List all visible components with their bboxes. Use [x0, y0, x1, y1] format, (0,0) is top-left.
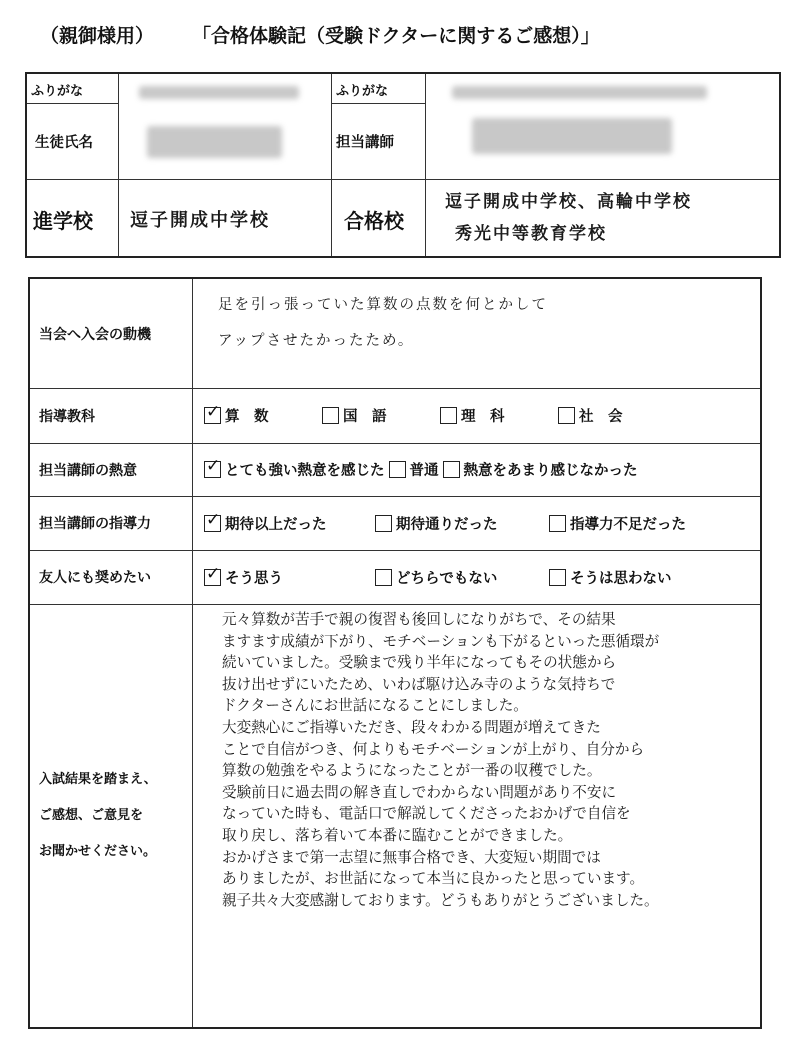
school-value: 逗子開成中学校: [130, 210, 270, 231]
divider: [331, 74, 332, 256]
checkbox-icon[interactable]: [389, 461, 406, 478]
redacted-teacher-furigana: [452, 86, 707, 99]
comment-line: 取り戻し、落ち着いて本番に臨むことができました。: [222, 826, 573, 844]
subject-option-math[interactable]: [204, 405, 322, 426]
comment-line: おかげさまで第一志望に無事合格でき、大変短い期間では: [222, 848, 601, 866]
form-title: 「合格体験記（受験ドクターに関するご感想）」: [192, 25, 600, 47]
guidance-label: 担当講師の指導力: [39, 516, 151, 532]
recommend-options: [192, 550, 760, 604]
furigana-label-teacher: ふりがな: [336, 84, 389, 99]
redacted-student-name: [147, 126, 282, 158]
divider: [118, 74, 119, 256]
comment-line: ありましたが、お世話になって本当に良かったと思っています。: [222, 870, 645, 888]
enthusiasm-option-strong[interactable]: [204, 459, 385, 480]
survey-table: [28, 277, 762, 1029]
comment-line: 続いていました。受験まで残り半年になってもその状態から: [222, 654, 617, 672]
checkbox-checked-icon[interactable]: [204, 569, 221, 586]
motive-line-2: アップさせたかったため。: [218, 333, 415, 349]
checkbox-icon[interactable]: [322, 407, 339, 424]
checkbox-checked-icon[interactable]: [204, 461, 221, 478]
enthusiasm-options: [192, 443, 760, 496]
option-label: 期待以上だった: [225, 516, 327, 533]
option-label: とても強い熱意を感じた: [225, 463, 385, 479]
comment-label-line: ご感想、ご意見を: [39, 808, 144, 823]
checkbox-icon[interactable]: [443, 461, 460, 478]
guidance-option-above[interactable]: [204, 513, 375, 534]
enthusiasm-option-normal[interactable]: [389, 459, 439, 480]
checkbox-icon[interactable]: [375, 515, 392, 532]
comment-label-line: 入試結果を踏まえ、: [39, 772, 157, 787]
recommend-label: 友人にも奨めたい: [39, 570, 151, 586]
comment-label-line: お聞かせください。: [39, 844, 157, 859]
comment-line: 親子共々大変感謝しております。どうもありがとうございました。: [222, 891, 659, 909]
enthusiasm-label: 担当講師の熱意: [39, 462, 137, 479]
redacted-student-furigana: [139, 86, 299, 99]
divider: [30, 604, 760, 605]
subject-option-japanese[interactable]: [322, 405, 440, 426]
enthusiasm-option-weak[interactable]: [443, 459, 638, 480]
checkbox-icon[interactable]: [375, 569, 392, 586]
comment-line: ことで自信がつき、何よりもモチベーションが上がり、自分から: [222, 740, 645, 758]
passed-schools-line-1: 逗子開成中学校、高輪中学校: [445, 191, 692, 212]
comment-line: 抜け出せずにいたため、いわば駆け込み寺のような気持ちで: [222, 675, 616, 693]
comment-line: ドクターさんにお世話になることにしました。: [222, 697, 528, 715]
passed-schools-line-2: 秀光中等教育学校: [455, 223, 607, 244]
teacher-name-label: 担当講師: [336, 135, 394, 151]
comment-line: ますます成績が下がり、モチベーションも下がるといった悪循環が: [222, 632, 660, 650]
option-label: 熱意をあまり感じなかった: [463, 463, 638, 479]
comment-label: [39, 767, 157, 865]
subject-options: [192, 388, 760, 443]
checkbox-icon[interactable]: [549, 515, 566, 532]
checkbox-checked-icon[interactable]: [204, 515, 221, 532]
guidance-option-lacking[interactable]: [549, 513, 686, 534]
checkbox-icon[interactable]: [440, 407, 457, 424]
option-label: どちらでもない: [396, 570, 498, 587]
option-label: 理 科: [461, 409, 505, 425]
option-label: 算 数: [225, 409, 269, 425]
checkbox-icon[interactable]: [549, 569, 566, 586]
option-label: そう思う: [225, 570, 283, 587]
comment-line: 元々算数が苦手で親の復習も後回しになりがちで、その結果: [222, 611, 616, 628]
checkbox-icon[interactable]: [558, 407, 575, 424]
option-label: 普通: [409, 463, 439, 479]
option-label: 期待通りだった: [396, 516, 498, 533]
recommend-option-neutral[interactable]: [375, 567, 549, 588]
comment-line: 大変熱心にご指導いただき、段々わかる問題が増えてきた: [222, 718, 601, 736]
option-label: 社 会: [579, 409, 623, 425]
form-type-label: （親御様用）: [40, 25, 155, 47]
checkbox-checked-icon[interactable]: [204, 407, 221, 424]
option-label: そうは思わない: [570, 570, 672, 587]
recommend-option-no[interactable]: [549, 567, 672, 588]
subject-label: 指導教科: [39, 408, 95, 425]
divider: [425, 74, 426, 256]
subject-option-science[interactable]: [440, 405, 558, 426]
motive-label: 当会へ入会の動機: [39, 326, 151, 343]
subject-option-social[interactable]: [558, 405, 623, 426]
comment-line: 受験前日に過去問の解き直しでわからない問題があり不安に: [222, 783, 617, 801]
redacted-teacher-name: [472, 118, 672, 154]
student-info-table: [25, 72, 781, 258]
passed-schools-label: 合格校: [344, 208, 404, 233]
guidance-options: [192, 496, 760, 550]
school-label: 進学校: [33, 208, 93, 233]
guidance-option-expected[interactable]: [375, 513, 549, 534]
furigana-label: ふりがな: [31, 84, 84, 99]
motive-line-1: 足を引っ張っていた算数の点数を何とかして: [218, 297, 548, 313]
comment-line: 算数の勉強をやるようになったことが一番の収穫でした。: [222, 762, 602, 780]
option-label: 指導力不足だった: [570, 516, 686, 533]
student-name-label: 生徒氏名: [35, 135, 93, 151]
option-label: 国 語: [343, 409, 387, 425]
recommend-option-yes[interactable]: [204, 567, 375, 588]
comment-line: なっていた時も、電話口で解説してくださったおかげで自信を: [222, 805, 631, 823]
comment-body: [222, 609, 752, 911]
